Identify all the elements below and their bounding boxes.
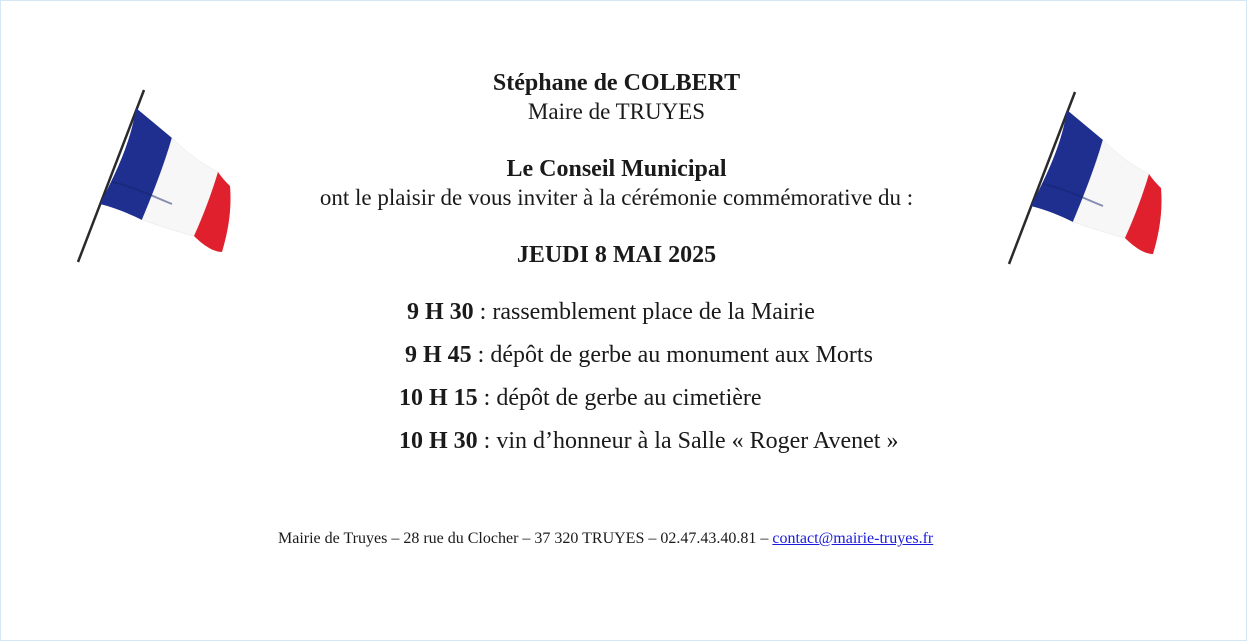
footer-address: Mairie de Truyes – 28 rue du Clocher – 37 320 TRUYES – 02.47.43.40.81 –	[278, 530, 773, 547]
council-heading: Le Conseil Municipal	[506, 156, 727, 182]
mayor-title: Maire de TRUYES	[527, 99, 706, 124]
schedule-time: 9 H 45	[405, 342, 472, 368]
schedule-event: dépôt de gerbe au cimetière	[496, 385, 762, 411]
schedule-item	[399, 385, 762, 412]
schedule-item	[407, 299, 815, 326]
invitation-text: ont le plaisir de vous inviter à la cérémonie commémorative du :	[319, 185, 914, 210]
schedule-time: 9 H 30	[407, 299, 474, 325]
schedule-event: vin d’honneur à la Salle « Roger Avenet »	[496, 428, 899, 454]
schedule-time: 10 H 15	[399, 385, 478, 411]
schedule-separator: :	[477, 428, 497, 454]
schedule-item	[399, 428, 898, 455]
schedule-separator: :	[473, 299, 493, 325]
schedule-event: rassemblement place de la Mairie	[492, 299, 815, 325]
email-link[interactable]: contact@mairie-truyes.fr	[772, 530, 934, 547]
event-date: JEUDI 8 MAI 2025	[516, 242, 717, 268]
schedule-time: 10 H 30	[399, 428, 478, 454]
footer-contact	[278, 530, 933, 548]
schedule-event: dépôt de gerbe au monument aux Morts	[490, 342, 873, 368]
mayor-name: Stéphane de COLBERT	[492, 70, 741, 96]
schedule-item	[405, 342, 873, 369]
schedule-separator: :	[477, 385, 497, 411]
schedule-separator: :	[471, 342, 491, 368]
